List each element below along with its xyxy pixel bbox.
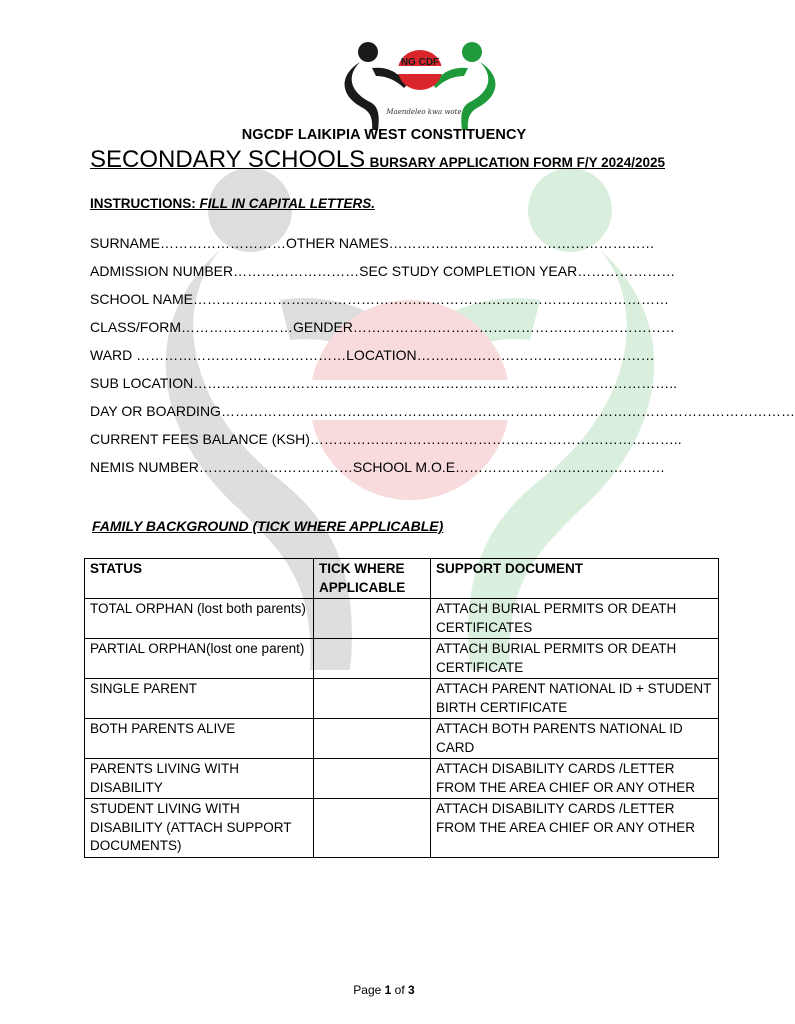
table-row [85,599,719,639]
field-sub-location[interactable]: SUB LOCATION………………………………………………………………………………………….. [90,375,677,391]
header-tick: TICK WHERE APPLICABLE [314,559,431,599]
status-cell: PARTIAL ORPHAN(lost one parent) [85,639,314,679]
applicant-fields [90,229,795,481]
document-cell: ATTACH DISABILITY CARDS /LETTER FROM THE AREA CHIEF OR ANY OTHER [431,759,719,799]
tick-cell[interactable] [314,799,431,858]
instructions-label: INSTRUCTIONS: [90,196,196,211]
field-class-gender[interactable]: CLASS/FORM……………………GENDER…………………………………………………………… [90,319,675,335]
field-current-fees-balance[interactable]: CURRENT FEES BALANCE (KSH)…………………………………………………………………….. [90,431,682,447]
logo-figure-left [345,42,408,130]
field-day-or-boarding[interactable]: DAY OR BOARDING…………………………………………………………………………………………………………… [90,403,795,419]
ngcdf-logo-icon [330,38,510,133]
field-ward-location[interactable]: WARD ………………………………………LOCATION…………………………………………… [90,347,655,363]
tick-cell[interactable] [314,599,431,639]
instructions-text: FILL IN CAPITAL LETTERS. [199,196,376,211]
table-row [85,759,719,799]
family-background-table [84,558,719,858]
logo-motto: Maendeleo kwa wote [386,108,462,116]
logo-wordmark: NG CDF [400,57,440,68]
field-nemis-school-moe[interactable]: NEMIS NUMBER……………………………SCHOOL M.O.E……………………………………… [90,459,666,475]
footer-of: of [394,983,405,997]
page-footer [0,983,768,997]
status-cell: SINGLE PARENT [85,679,314,719]
form-title-sub: BURSARY APPLICATION FORM F/Y 2024/2025 [369,155,665,170]
document-cell: ATTACH PARENT NATIONAL ID + STUDENT BIRTH CERTIFICATE [431,679,719,719]
status-cell: STUDENT LIVING WITH DISABILITY (ATTACH SUPPORT DOCUMENTS) [85,799,314,858]
document-cell: ATTACH BURIAL PERMITS OR DEATH CERTIFICATE [431,639,719,679]
document-cell: ATTACH BOTH PARENTS NATIONAL ID CARD [431,719,719,759]
instructions [90,196,375,211]
footer-total-pages: 3 [408,983,415,997]
status-cell: TOTAL ORPHAN (lost both parents) [85,599,314,639]
organization-title: NGCDF LAIKIPIA WEST CONSTITUENCY [241,127,527,143]
header-support-document: SUPPORT DOCUMENT [431,559,719,599]
table-row [85,719,719,759]
status-cell: PARENTS LIVING WITH DISABILITY [85,759,314,799]
family-background-heading: FAMILY BACKGROUND (TICK WHERE APPLICABLE) [92,518,444,534]
form-title [90,146,665,174]
document-cell: ATTACH BURIAL PERMITS OR DEATH CERTIFICATES [431,599,719,639]
footer-current-page: 1 [384,983,392,997]
document-cell: ATTACH DISABILITY CARDS /LETTER FROM THE AREA CHIEF OR ANY OTHER [431,799,719,858]
tick-cell[interactable] [314,719,431,759]
logo-figure-right [432,42,495,130]
header-status: STATUS [85,559,314,599]
field-surname-other-names[interactable]: SURNAME………………………OTHER NAMES………………………………………………… [90,235,655,251]
tick-cell[interactable] [314,639,431,679]
field-school-name[interactable]: SCHOOL NAME………………………………………………………………………………………… [90,291,669,307]
status-cell: BOTH PARENTS ALIVE [85,719,314,759]
tick-cell[interactable] [314,759,431,799]
tick-cell[interactable] [314,679,431,719]
table-row [85,799,719,858]
form-title-main: SECONDARY SCHOOLS [90,146,366,173]
table-row [85,639,719,679]
table-header-row [85,559,719,599]
field-admission-completion-year[interactable]: ADMISSION NUMBER………………………SEC STUDY COMPLETION YEAR………………… [90,263,676,279]
table-row [85,679,719,719]
footer-prefix: Page [353,983,382,997]
